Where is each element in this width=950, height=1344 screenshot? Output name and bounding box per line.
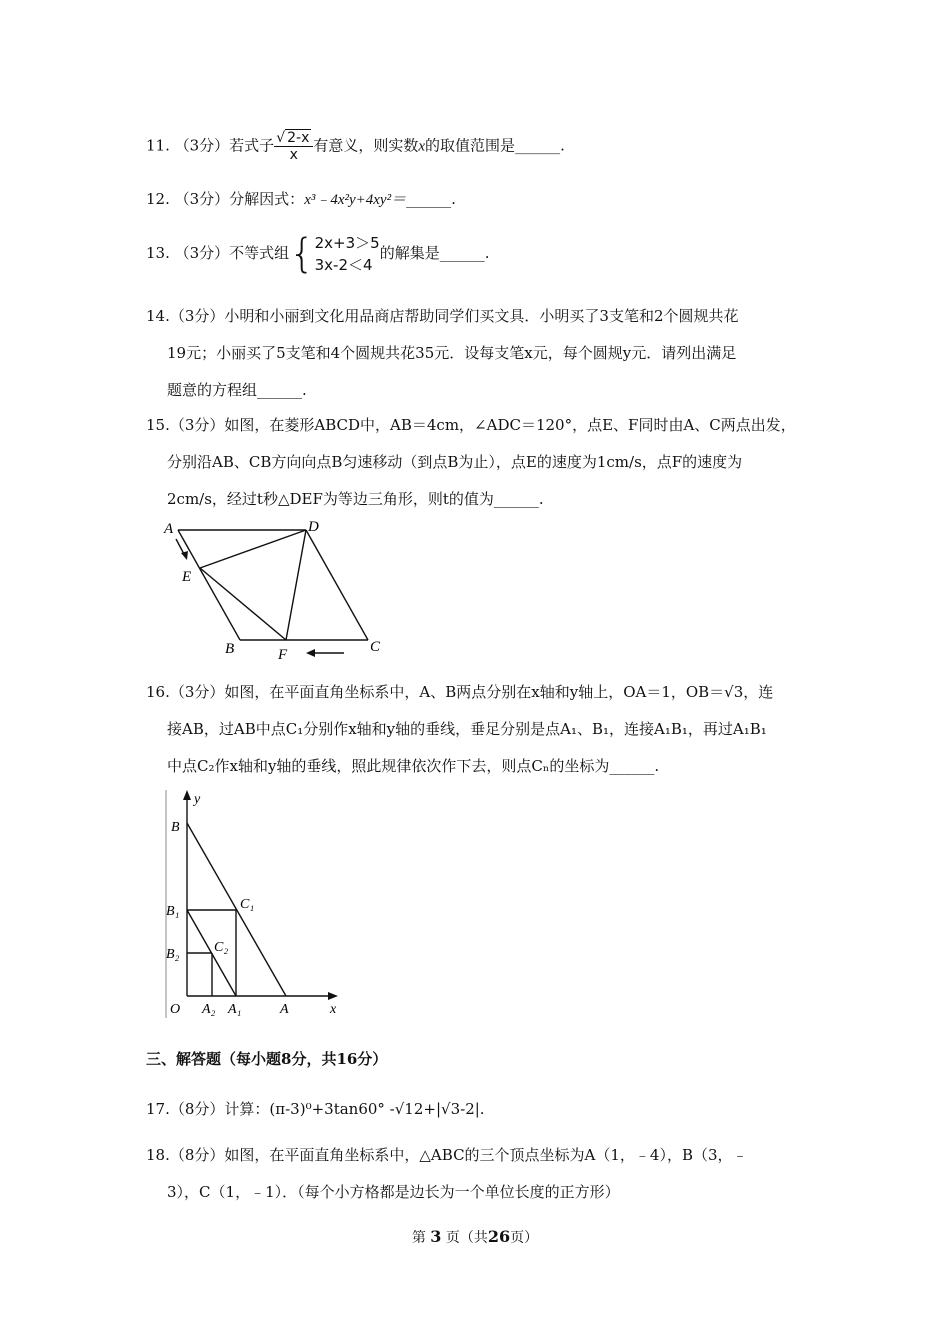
q16-line-1: 16.（3分）如图，在平面直角坐标系中，A、B两点分别在x轴和y轴上，OA＝1，OB＝√3，连 xyxy=(146,683,774,701)
q13-system xyxy=(315,232,380,276)
q11-frac-bottom: x xyxy=(289,147,298,163)
q13-brace: { xyxy=(289,231,315,277)
question-12 xyxy=(146,188,456,209)
footer-page-number: 3 xyxy=(430,1227,442,1246)
edge-DF xyxy=(286,530,306,640)
q14-line-3: 题意的方程组______. xyxy=(167,381,307,399)
q16-line-2: 接AB，过AB中点C₁分别作x轴和y轴的垂线，垂足分别是点A₁、B₁，连接A₁B₁，再过A₁B₁ xyxy=(167,720,767,738)
q11-radicand: 2-x xyxy=(287,130,310,146)
question-11 xyxy=(146,130,565,163)
q12-prompt: （3分）分解因式： xyxy=(174,190,305,208)
label-A1: A₁ xyxy=(228,1002,242,1017)
q11-frac-top: √ 2-x xyxy=(274,130,313,147)
q13-prompt: （3分）不等式组 xyxy=(174,244,290,262)
q11-blank: ______ xyxy=(515,136,561,155)
coordinate-figure xyxy=(160,788,360,1020)
page-footer xyxy=(0,1227,950,1247)
q12-number: 12. xyxy=(146,190,170,208)
label-B2: B₂ xyxy=(166,947,180,962)
question-13 xyxy=(146,232,490,276)
q18-line-1: 18.（8分）如图，在平面直角坐标系中，△ABC的三个顶点坐标为A（1，﹣4），B（3，﹣ xyxy=(146,1146,748,1164)
label-A2: A₂ xyxy=(202,1002,216,1017)
q13-ineq1: 2x+3＞5 xyxy=(314,234,380,252)
edge-AB xyxy=(178,530,240,640)
q13-tail: 的解集是 xyxy=(379,244,440,262)
q12-expression: x³﹣4x²y+4xy²＝ xyxy=(304,192,407,208)
q12-end: . xyxy=(451,190,456,208)
label-F: F xyxy=(278,647,288,663)
q16-line-3: 中点C₂作x轴和y轴的垂线，照此规律依次作下去，则点Cₙ的坐标为______. xyxy=(167,757,660,775)
edge-DE xyxy=(200,530,306,568)
q11-var: x xyxy=(418,138,426,155)
label-C: C xyxy=(370,639,381,655)
q18-line-2: 3），C（1，﹣1）．（每个小方格都是边长为一个单位长度的正方形） xyxy=(167,1183,620,1201)
label-B: B xyxy=(225,641,235,657)
q11-prompt: （3分）若式子 xyxy=(174,136,275,155)
label-E: E xyxy=(182,569,192,585)
label-O: O xyxy=(170,1002,181,1017)
q13-number: 13. xyxy=(146,244,170,262)
label-A: A xyxy=(164,521,174,537)
q11-end: . xyxy=(560,136,565,155)
rhombus-figure xyxy=(160,515,390,665)
label-D: D xyxy=(308,519,319,535)
question-17: 17.（8分）计算：(π-3)⁰+3tan60° -√12+|√3-2|. xyxy=(146,1100,485,1118)
q14-line-1: 14.（3分）小明和小丽到文化用品商店帮助同学们买文具．小明买了3支笔和2个圆规共花 xyxy=(146,307,739,325)
edge-DC xyxy=(306,530,368,640)
label-C2: C₂ xyxy=(214,940,229,955)
q11-fraction xyxy=(274,130,313,163)
label-B1: B₁ xyxy=(166,904,180,919)
arrowhead-F xyxy=(306,649,315,657)
q15-line-3: 2cm/s，经过t秒△DEF为等边三角形，则t的值为______. xyxy=(167,490,544,508)
q12-blank: ______ xyxy=(406,190,452,208)
q13-blank: ______ xyxy=(439,244,485,262)
section-3-heading: 三、解答题（每小题8分，共16分） xyxy=(146,1050,388,1068)
footer-pre: 第 xyxy=(411,1230,426,1246)
q13-end: . xyxy=(484,244,490,262)
footer-post: 页） xyxy=(510,1230,539,1246)
footer-mid: 页（共 xyxy=(445,1230,488,1246)
q14-line-2: 19元；小丽买了5支笔和4个圆规共花35元．设每支笔x元，每个圆规y元．请列出满足 xyxy=(167,344,737,362)
y-arrowhead xyxy=(183,790,191,800)
q11-number: 11. xyxy=(146,136,170,155)
q15-line-1: 15.（3分）如图，在菱形ABCD中，AB＝4cm，∠ADC＝120°，点E、F同时由A、C两点出发， xyxy=(146,416,796,434)
q13-ineq2: 3x-2＜4 xyxy=(314,256,373,274)
arrowhead-E xyxy=(181,551,188,560)
label-x: x xyxy=(330,1002,337,1017)
label-A: A xyxy=(280,1002,289,1017)
x-arrowhead xyxy=(328,992,338,1000)
label-B: B xyxy=(171,820,180,835)
footer-total-pages: 26 xyxy=(487,1227,511,1246)
label-y: y xyxy=(194,792,201,807)
label-C1: C₁ xyxy=(240,897,255,912)
q11-tail: 的取值范围是 xyxy=(425,136,516,155)
q15-line-2: 分别沿AB、CB方向向点B匀速移动（到点B为止），点E的速度为1cm/s，点F的速度为 xyxy=(167,453,743,471)
q11-mid: 有意义，则实数 xyxy=(313,136,419,155)
edge-EF xyxy=(200,568,286,640)
